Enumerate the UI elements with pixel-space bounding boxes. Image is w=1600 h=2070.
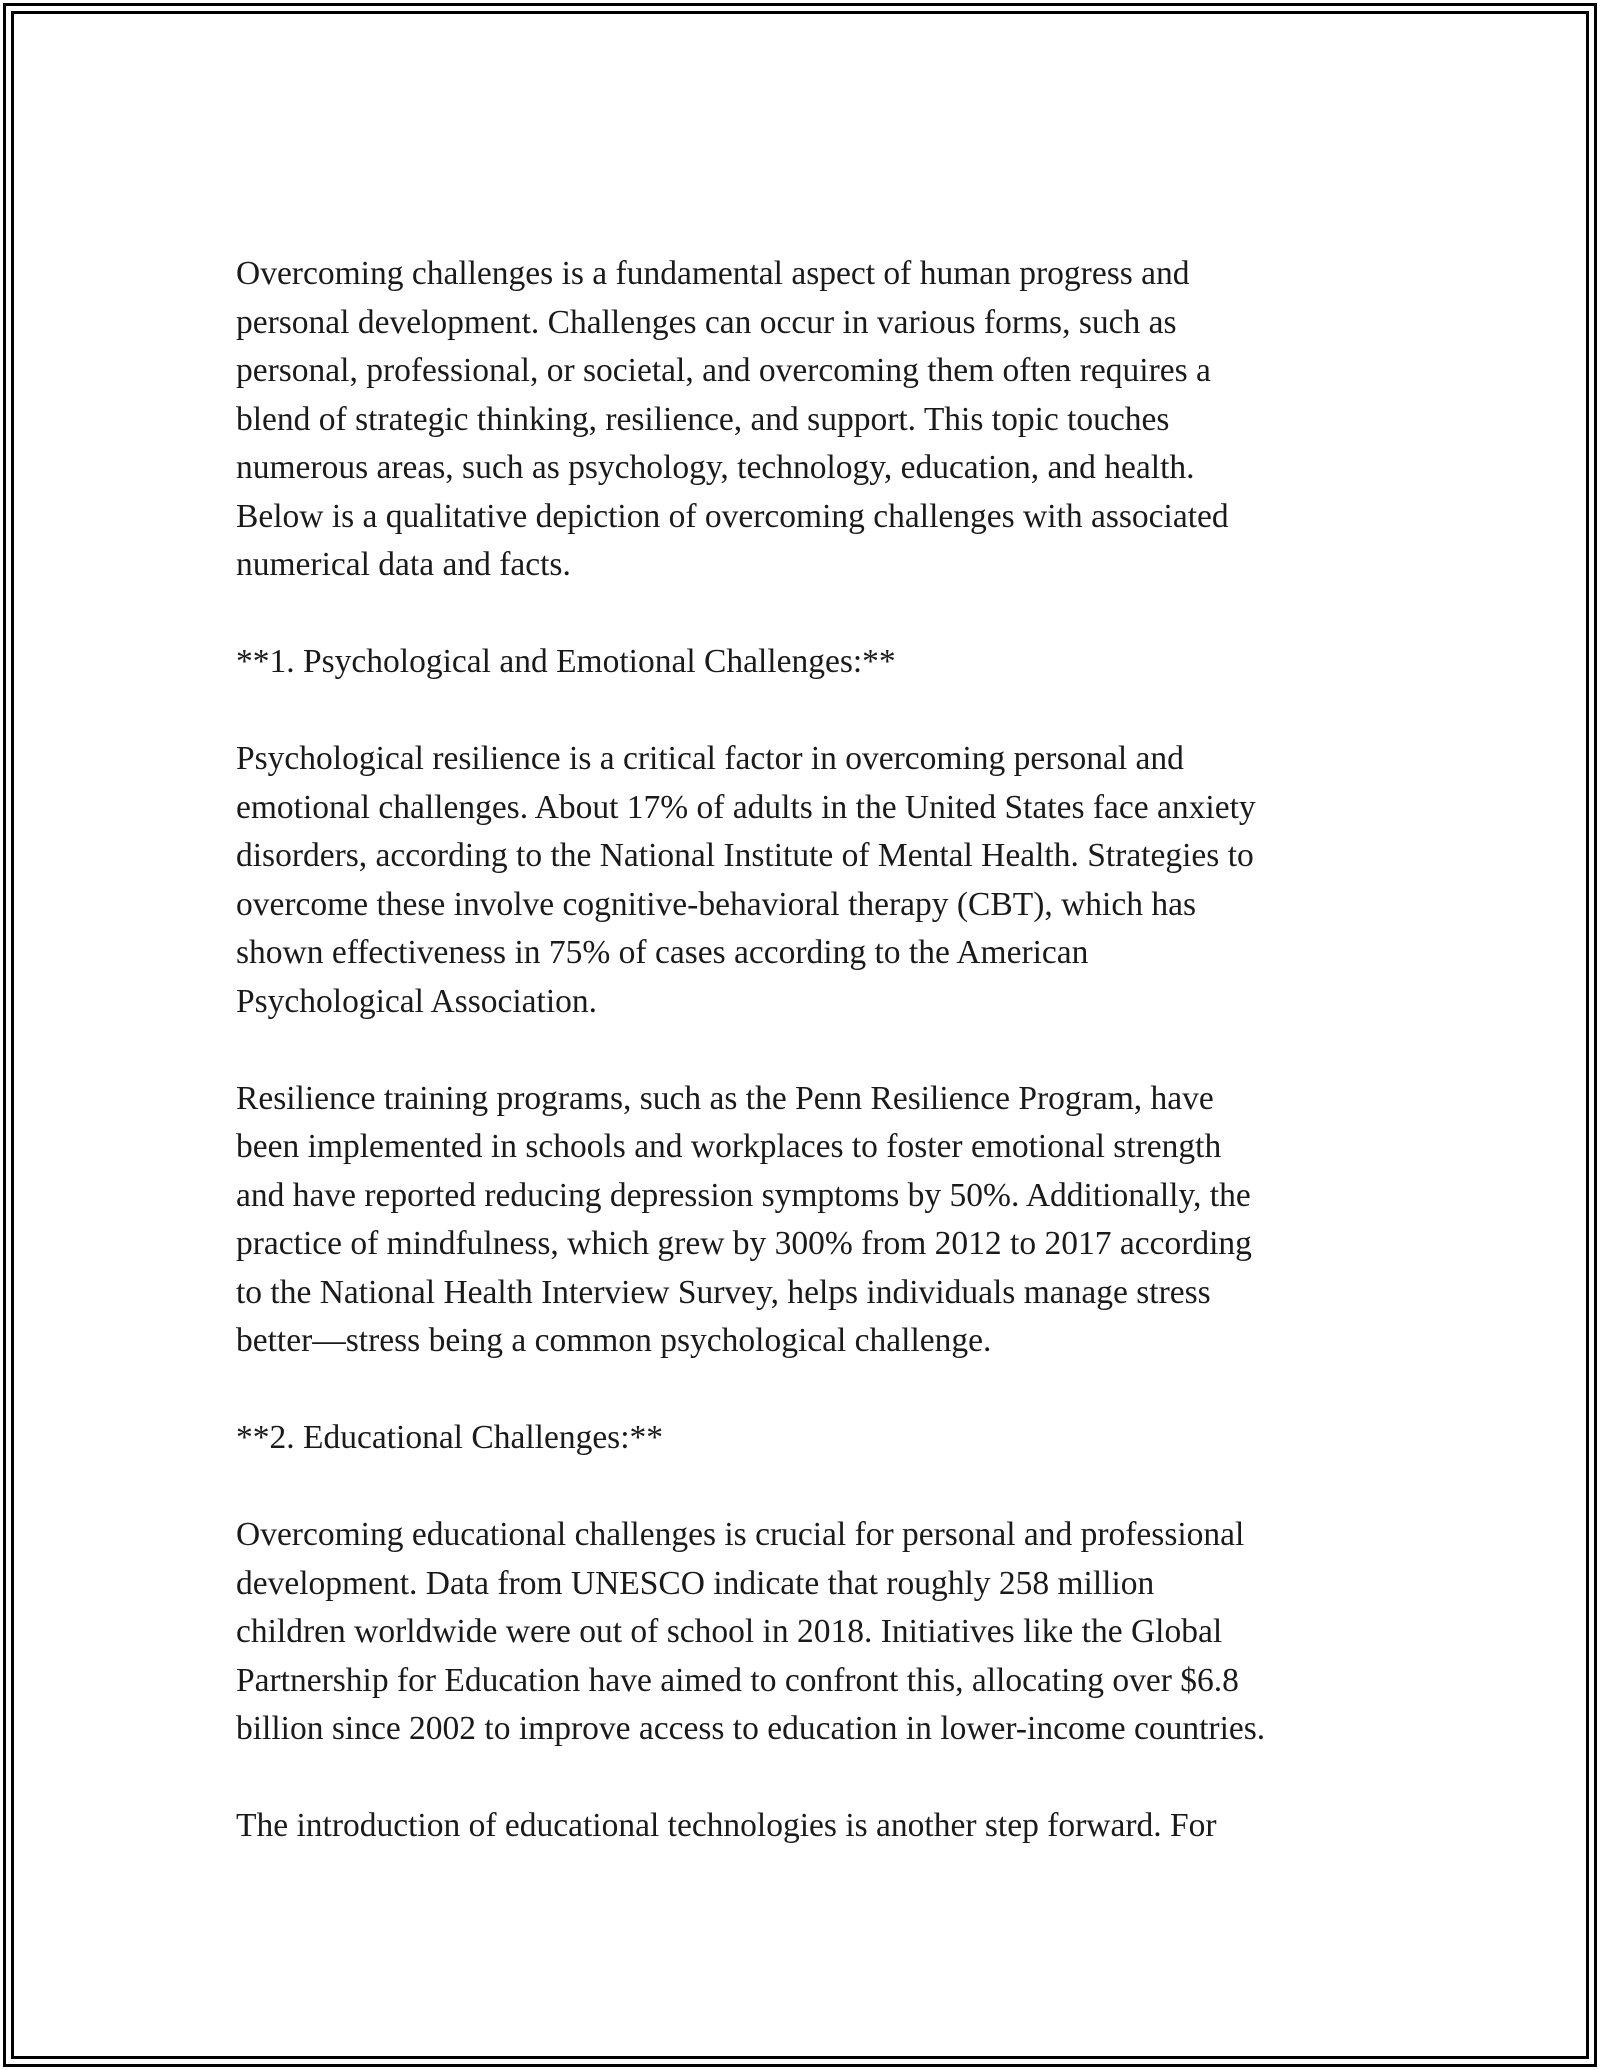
text-line: personal development. Challenges can occur in various forms, such as xyxy=(236,303,1177,341)
text-line: practice of mindfulness, which grew by 300% from 2012 to 2017 according xyxy=(236,1225,1252,1262)
section-heading-psychological xyxy=(236,638,1376,687)
text-line: disorders, according to the National Institute of Mental Health. Strategies to xyxy=(236,837,1254,874)
text-line: Below is a qualitative depiction of overcoming challenges with associated xyxy=(236,497,1229,535)
section-heading-educational xyxy=(236,1414,1376,1463)
text-line: better—stress being a common psychological challenge. xyxy=(236,1322,992,1359)
educational-paragraph-1 xyxy=(236,1511,1376,1754)
text-line: been implemented in schools and workplaces to foster emotional strength xyxy=(236,1128,1222,1165)
psychological-paragraph-2 xyxy=(236,1075,1376,1366)
text-line: Partnership for Education have aimed to confront this, allocating over $6.8 xyxy=(236,1661,1239,1699)
heading-text: **1. Psychological and Emotional Challenges:** xyxy=(236,643,896,680)
educational-paragraph-2 xyxy=(236,1802,1376,1851)
text-line: numerous areas, such as psychology, technology, education, and health. xyxy=(236,449,1195,486)
text-line: numerical data and facts. xyxy=(236,546,571,583)
text-line: The introduction of educational technologies is another step forward. For xyxy=(236,1807,1217,1844)
text-line: shown effectiveness in 75% of cases according to the American xyxy=(236,934,1089,971)
text-line: Psychological Association. xyxy=(236,982,598,1020)
intro-paragraph xyxy=(236,250,1376,590)
text-line: personal, professional, or societal, and overcoming them often requires a xyxy=(236,352,1211,389)
text-line: children worldwide were out of school in 2018. Initiatives like the Global xyxy=(236,1613,1223,1650)
text-line: Psychological resilience is a critical factor in overcoming personal and xyxy=(236,740,1184,777)
text-line: Overcoming challenges is a fundamental aspect of human progress and xyxy=(236,255,1190,292)
heading-text: **2. Educational Challenges:** xyxy=(236,1419,664,1456)
text-line: Resilience training programs, such as the Penn Resilience Program, have xyxy=(236,1079,1214,1117)
text-line: billion since 2002 to improve access to education in lower-income countries. xyxy=(236,1710,1266,1747)
text-line: blend of strategic thinking, resilience, and support. This topic touches xyxy=(236,400,1170,438)
psychological-paragraph-1 xyxy=(236,735,1376,1026)
text-line: development. Data from UNESCO indicate that roughly 258 million xyxy=(236,1564,1155,1602)
document-body xyxy=(236,250,1376,1899)
text-line: Overcoming educational challenges is crucial for personal and professional xyxy=(236,1516,1245,1553)
text-line: overcome these involve cognitive-behavioral therapy (CBT), which has xyxy=(236,885,1197,923)
text-line: and have reported reducing depression symptoms by 50%. Additionally, the xyxy=(236,1176,1251,1214)
text-line: emotional challenges. About 17% of adults in the United States face anxiety xyxy=(236,788,1256,826)
text-line: to the National Health Interview Survey, helps individuals manage stress xyxy=(236,1273,1211,1311)
